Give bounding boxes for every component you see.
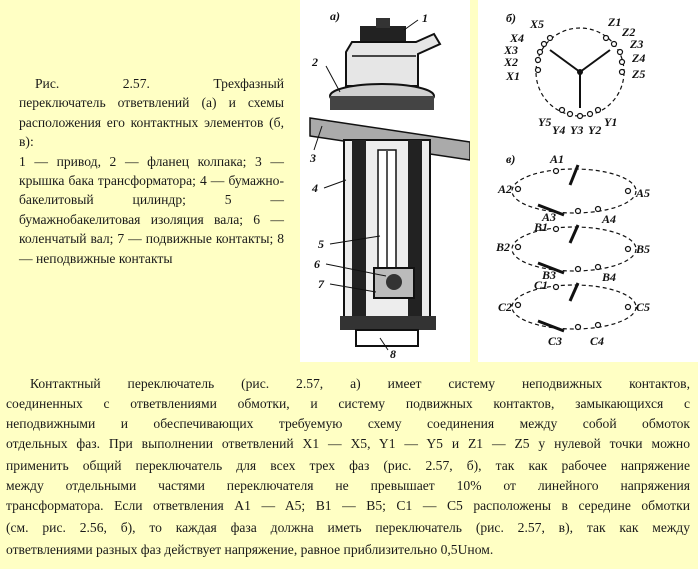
caption-legend: 1 — привод, 2 — фланец колпака; 3 — крышка бака трансформатора; 4 — бумажно-бакелитовый цилиндр; 5 — бумажнобакелитовая изоляция вала; 6 — коленчатый вал; 7 — подвижные контакты; 8 — неподвижные контакты bbox=[19, 153, 284, 266]
label-X2: X2 bbox=[504, 55, 519, 69]
flange-rim bbox=[330, 96, 434, 110]
drive-cap bbox=[360, 26, 406, 42]
label-A2: A2 bbox=[498, 182, 513, 196]
body-line-9: ответвлениями разных фаз действует напряжение, равное приблизительно 0,5Uном. bbox=[6, 542, 494, 557]
callout-1: 1 bbox=[422, 11, 428, 25]
figure-c-phase-scheme bbox=[478, 145, 698, 362]
label-X1: X1 bbox=[506, 69, 521, 83]
figure-b-star-scheme bbox=[478, 0, 698, 145]
panel-label-b: б) bbox=[506, 11, 516, 25]
label-Y3: Y3 bbox=[570, 123, 584, 137]
drive-housing bbox=[346, 34, 440, 86]
body-line-5: применить общий переключатель для всех трех фаз (рис. 2.57, б), так как рабочее напряжение bbox=[6, 458, 690, 473]
label-C5: C5 bbox=[636, 300, 651, 314]
label-Y5: Y5 bbox=[538, 115, 552, 129]
callout-3: 3 bbox=[310, 151, 316, 165]
body-line-4: отдельных фаз. При выполнении ответвлений X1 — X5, Y1 — Y5 и Z1 — Z5 у нулевой точки можно bbox=[6, 436, 690, 451]
callout-2: 2 bbox=[312, 55, 318, 69]
label-A3: A3 bbox=[542, 210, 557, 224]
body-line-6: между отдельными частями переключателя не превышает 10% от линейного напряжения bbox=[6, 478, 690, 493]
phase-scheme-svg bbox=[478, 145, 698, 362]
label-Y1: Y1 bbox=[604, 115, 618, 129]
label-Z3: Z3 bbox=[630, 37, 644, 51]
body-paragraph bbox=[0, 372, 698, 569]
body-line-1: Контактный переключатель (рис. 2.57, а) имеет систему неподвижных контактов, bbox=[30, 376, 690, 391]
label-Y4: Y4 bbox=[552, 123, 566, 137]
callout-5: 5 bbox=[318, 237, 324, 251]
label-X5: X5 bbox=[530, 17, 545, 31]
callout-4: 4 bbox=[312, 181, 318, 195]
label-Z2: Z2 bbox=[622, 25, 636, 39]
label-C3: C3 bbox=[548, 334, 563, 348]
label-X3: X3 bbox=[504, 43, 519, 57]
caption-word-fig: Рис. bbox=[35, 76, 60, 91]
label-B2: B2 bbox=[496, 240, 511, 254]
body-line-3: неподвижными и обеспечивающих требуемую схему соединения между собой обмоток bbox=[6, 416, 690, 431]
caption-figure-number: 2.57. bbox=[122, 76, 150, 91]
cylinder-left-stripe bbox=[352, 140, 366, 326]
label-Z5: Z5 bbox=[632, 67, 646, 81]
drive-knob bbox=[376, 18, 390, 28]
label-B1: B1 bbox=[534, 220, 549, 234]
body-line-8: (см. рис. 2.56, б), то каждая фаза должна иметь переключатель (рис. 2.57, в), так как между bbox=[6, 520, 690, 535]
label-B5: B5 bbox=[636, 242, 651, 256]
callout-7: 7 bbox=[318, 277, 324, 291]
label-A1: A1 bbox=[550, 152, 565, 166]
label-Z4: Z4 bbox=[632, 51, 646, 65]
star-scheme-svg bbox=[478, 0, 698, 145]
body-line-7: трансформатора. Если ответвления A1 — A5; B1 — B5; C1 — C5 расположены в середине обмотки bbox=[6, 498, 690, 513]
label-Y2: Y2 bbox=[588, 123, 602, 137]
label-B4: B4 bbox=[602, 270, 617, 284]
switch-drawing-svg bbox=[300, 0, 470, 362]
label-C2: C2 bbox=[498, 300, 513, 314]
label-X4: X4 bbox=[510, 31, 525, 45]
caption-description: переключатель ответвлений (а) и схемы расположения его контактных элементов (б, в): bbox=[19, 95, 284, 150]
figure-a-switch-drawing bbox=[300, 0, 470, 362]
label-Z1: Z1 bbox=[608, 15, 622, 29]
label-B3: B3 bbox=[542, 268, 557, 282]
panel-label-c: в) bbox=[506, 152, 516, 166]
label-A4: A4 bbox=[602, 212, 617, 226]
movable-contact bbox=[386, 274, 402, 290]
figure-caption bbox=[19, 74, 284, 268]
caption-title-word: Трехфазный bbox=[213, 76, 284, 91]
label-C4: C4 bbox=[590, 334, 605, 348]
label-C1: C1 bbox=[534, 278, 549, 292]
panel-label-a: а) bbox=[330, 9, 340, 23]
body-line-2: соединенных с ответвлениями обмотки, и систему подвижных контактов, замыкающихся с bbox=[6, 396, 690, 411]
label-A5: A5 bbox=[636, 186, 651, 200]
callout-6: 6 bbox=[314, 257, 320, 271]
fixed-contacts-base bbox=[340, 316, 436, 330]
callout-8: 8 bbox=[390, 347, 396, 361]
